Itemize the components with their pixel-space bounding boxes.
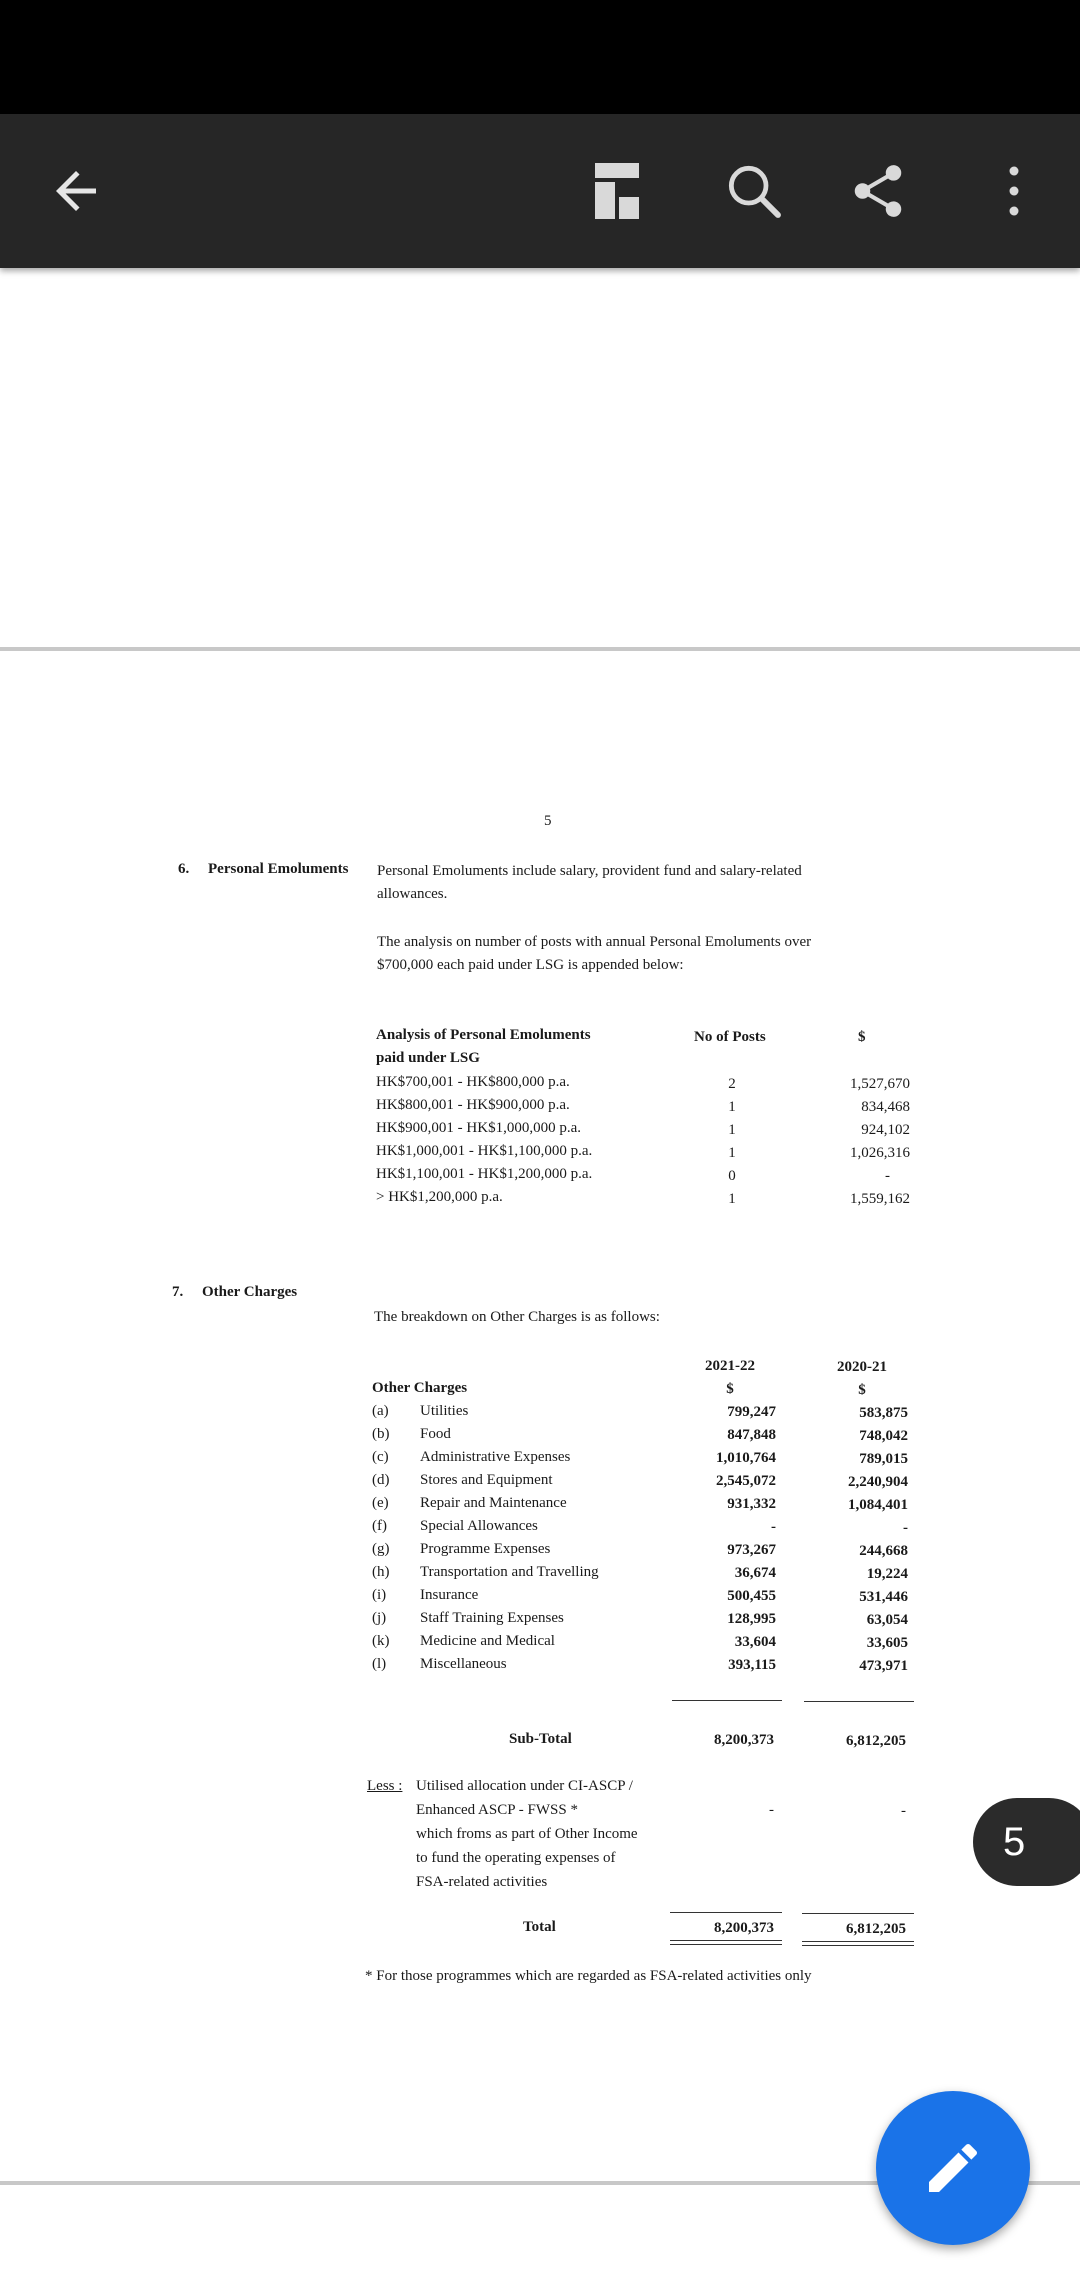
- amount-cell: 1,527,670: [850, 1076, 910, 1092]
- band-cell: > HK$1,200,000 p.a.: [376, 1189, 503, 1205]
- value-2020-21: 583,875: [859, 1405, 908, 1421]
- less-2020-21: -: [901, 1803, 906, 1819]
- less-description-line: FSA-related activities: [416, 1874, 548, 1890]
- item-cell: Utilities: [420, 1403, 469, 1419]
- code-cell: (c): [372, 1449, 389, 1465]
- amount-cell: 834,468: [861, 1099, 910, 1115]
- code-cell: (h): [372, 1564, 390, 1580]
- value-2021-22: 931,332: [727, 1496, 776, 1512]
- less-2021-22: -: [769, 1802, 774, 1818]
- code-cell: (g): [372, 1541, 390, 1557]
- value-2021-22: -: [771, 1519, 776, 1535]
- other-charges-heading: Other Charges: [372, 1380, 468, 1396]
- posts-cell: 0: [728, 1168, 736, 1184]
- value-2021-22: 36,674: [734, 1565, 776, 1581]
- value-2021-22: 2,545,072: [716, 1473, 776, 1489]
- pencil-icon: [921, 2136, 985, 2200]
- status-bar: [0, 0, 1080, 114]
- edit-fab[interactable]: [876, 2091, 1030, 2245]
- amount-cell: 1,559,162: [850, 1191, 910, 1207]
- item-cell: Medicine and Medical: [420, 1633, 555, 1649]
- value-2021-22: 1,010,764: [716, 1450, 776, 1466]
- search-button[interactable]: [714, 151, 794, 231]
- total-double-rule: [802, 1941, 914, 1946]
- column-header-amount: $: [858, 1029, 866, 1045]
- share-icon: [847, 160, 909, 222]
- item-cell: Special Allowances: [420, 1518, 538, 1534]
- value-2020-21: 1,084,401: [848, 1497, 908, 1513]
- less-description-line: to fund the operating expenses of: [416, 1850, 616, 1866]
- total-2021-22: 8,200,373: [714, 1920, 774, 1936]
- total-top-rule: [670, 1912, 782, 1913]
- total-label: Total: [523, 1919, 556, 1935]
- code-cell: (b): [372, 1426, 390, 1442]
- code-cell: (l): [372, 1656, 387, 1672]
- page-number: 5: [544, 813, 552, 829]
- subtotal-label: Sub-Total: [509, 1731, 572, 1747]
- code-cell: (k): [372, 1633, 390, 1649]
- item-cell: Stores and Equipment: [420, 1472, 553, 1488]
- subtotal-2020-21: 6,812,205: [846, 1733, 906, 1749]
- total-top-rule: [802, 1913, 914, 1914]
- section-7-number: 7.: [172, 1284, 184, 1300]
- code-cell: (e): [372, 1495, 389, 1511]
- value-2020-21: 748,042: [859, 1428, 908, 1444]
- value-2021-22: 973,267: [727, 1542, 776, 1558]
- posts-cell: 1: [728, 1099, 736, 1115]
- amount-cell: 1,026,316: [850, 1145, 910, 1161]
- section-6-intro-line1: Personal Emoluments include salary, provident fund and salary-related: [377, 863, 802, 879]
- posts-cell: 1: [728, 1145, 736, 1161]
- page-view-icon: [593, 161, 643, 221]
- search-icon: [722, 159, 786, 223]
- band-cell: HK$1,000,001 - HK$1,100,000 p.a.: [376, 1143, 593, 1159]
- item-cell: Insurance: [420, 1587, 479, 1603]
- item-cell: Transportation and Travelling: [420, 1564, 599, 1580]
- item-cell: Miscellaneous: [420, 1656, 507, 1672]
- top-app-bar: [0, 114, 1080, 268]
- less-description-line: Enhanced ASCP - FWSS *: [416, 1802, 578, 1818]
- value-2020-21: 244,668: [859, 1543, 908, 1559]
- band-cell: HK$800,001 - HK$900,000 p.a.: [376, 1097, 570, 1113]
- section-6-title: Personal Emoluments: [208, 861, 349, 877]
- band-cell: HK$900,001 - HK$1,000,000 p.a.: [376, 1120, 581, 1136]
- column-header-2020-21: 2020-21: [837, 1359, 887, 1375]
- amount-cell: 924,102: [861, 1122, 910, 1138]
- code-cell: (d): [372, 1472, 390, 1488]
- amount-cell: -: [885, 1168, 890, 1184]
- footnote: * For those programmes which are regarded as FSA-related activities only: [365, 1968, 812, 1984]
- value-2020-21: 473,971: [859, 1658, 908, 1674]
- section-7-intro: The breakdown on Other Charges is as follows:: [374, 1309, 660, 1325]
- value-2020-21: 2,240,904: [848, 1474, 908, 1490]
- total-2020-21: 6,812,205: [846, 1921, 906, 1937]
- section-6-number: 6.: [178, 861, 190, 877]
- value-2020-21: 531,446: [859, 1589, 908, 1605]
- share-button[interactable]: [838, 151, 918, 231]
- section-6-analysis-line1: The analysis on number of posts with annual Personal Emoluments over: [377, 934, 812, 950]
- item-cell: Food: [420, 1426, 451, 1442]
- value-2021-22: 500,455: [727, 1588, 776, 1604]
- unit-label: $: [858, 1382, 866, 1398]
- value-2020-21: 19,224: [866, 1566, 908, 1582]
- unit-label: $: [726, 1381, 734, 1397]
- value-2021-22: 799,247: [727, 1404, 776, 1420]
- back-button[interactable]: [36, 151, 116, 231]
- value-2020-21: 789,015: [859, 1451, 908, 1467]
- band-cell: HK$1,100,001 - HK$1,200,000 p.a.: [376, 1166, 593, 1182]
- item-cell: Repair and Maintenance: [420, 1495, 567, 1511]
- more-options-button[interactable]: [974, 151, 1054, 231]
- total-double-rule: [670, 1940, 782, 1945]
- column-header-posts: No of Posts: [694, 1029, 766, 1045]
- section-6-intro-line2: allowances.: [377, 886, 448, 902]
- column-header-2021-22: 2021-22: [705, 1358, 755, 1374]
- section-6-analysis-line2: $700,000 each paid under LSG is appended below:: [377, 957, 684, 973]
- subtotal-rule: [672, 1700, 782, 1701]
- less-description-line: which froms as part of Other Income: [416, 1826, 638, 1842]
- value-2020-21: -: [903, 1520, 908, 1536]
- value-2020-21: 33,605: [866, 1635, 908, 1651]
- code-cell: (j): [372, 1610, 387, 1626]
- band-cell: HK$700,001 - HK$800,000 p.a.: [376, 1074, 570, 1090]
- item-cell: Programme Expenses: [420, 1541, 551, 1557]
- code-cell: (f): [372, 1518, 387, 1534]
- value-2021-22: 393,115: [728, 1657, 776, 1673]
- page-indicator-badge: [973, 1798, 1080, 1886]
- emoluments-table-header: paid under LSG: [376, 1050, 480, 1066]
- view-mode-button[interactable]: [578, 151, 658, 231]
- value-2021-22: 33,604: [734, 1634, 776, 1650]
- arrow-left-icon: [46, 161, 106, 221]
- posts-cell: 1: [728, 1122, 736, 1138]
- item-cell: Staff Training Expenses: [420, 1610, 564, 1626]
- section-7-title: Other Charges: [202, 1284, 298, 1300]
- item-cell: Administrative Expenses: [420, 1449, 571, 1465]
- document-page: [0, 651, 1080, 2181]
- subtotal-2021-22: 8,200,373: [714, 1732, 774, 1748]
- value-2021-22: 847,848: [727, 1427, 776, 1443]
- more-vert-icon: [1004, 163, 1024, 219]
- less-description-line: Utilised allocation under CI-ASCP /: [416, 1778, 633, 1794]
- subtotal-rule: [804, 1701, 914, 1702]
- value-2021-22: 128,995: [727, 1611, 776, 1627]
- posts-cell: 1: [728, 1191, 736, 1207]
- less-label: Less :: [367, 1778, 403, 1794]
- code-cell: (i): [372, 1587, 387, 1603]
- value-2020-21: 63,054: [866, 1612, 908, 1628]
- page-indicator-number: 5: [1003, 1819, 1026, 1864]
- code-cell: (a): [372, 1403, 389, 1419]
- posts-cell: 2: [728, 1076, 736, 1092]
- emoluments-table-header: Analysis of Personal Emoluments: [376, 1027, 591, 1043]
